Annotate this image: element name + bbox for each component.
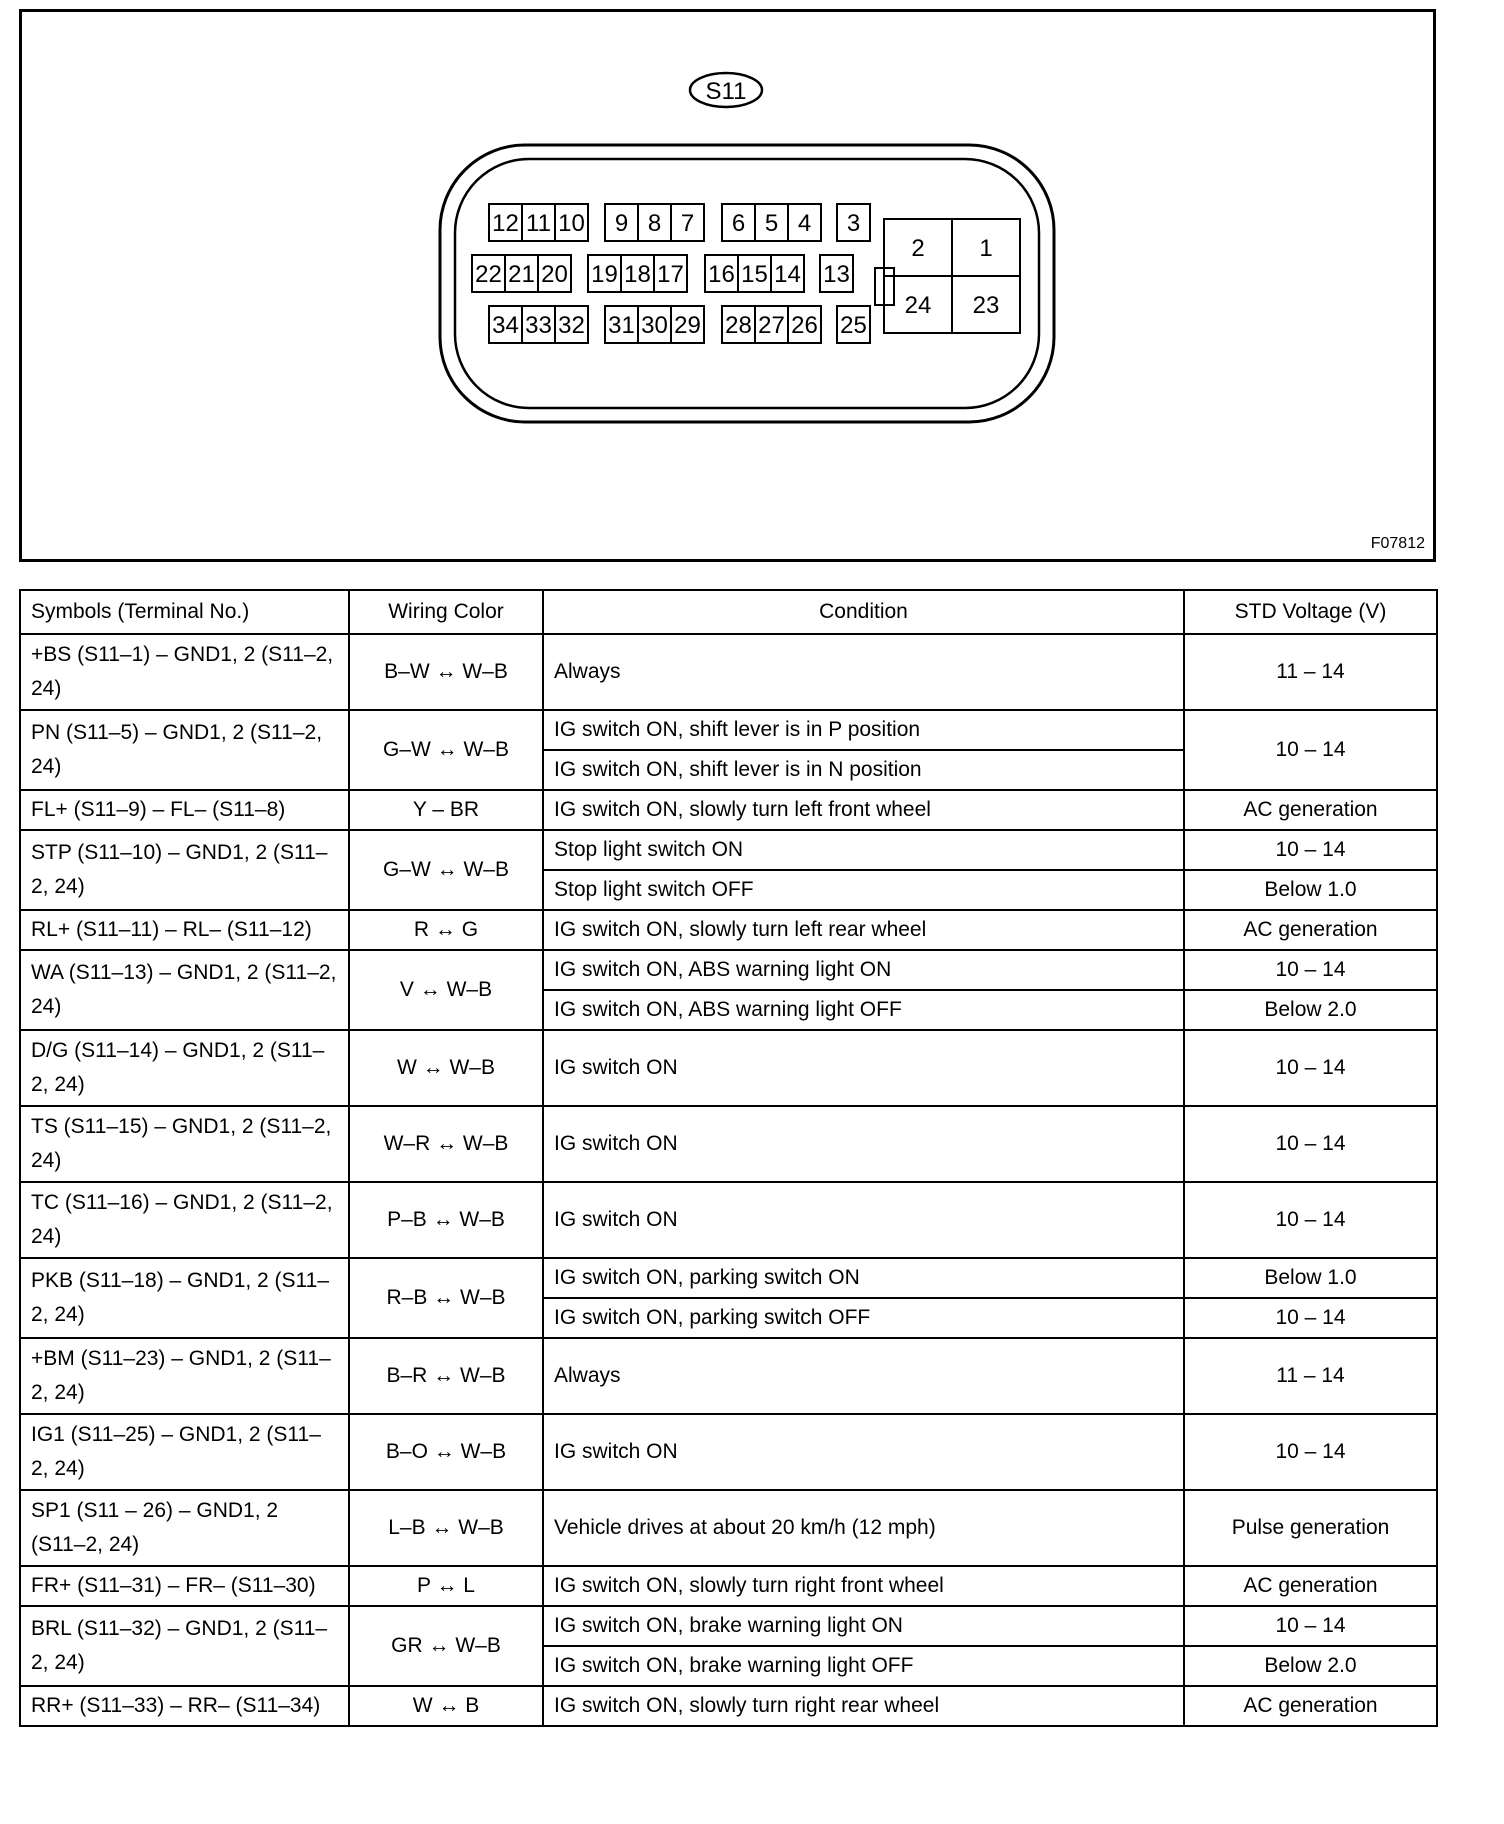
table-row [20,1606,1437,1646]
table-row [20,1182,1437,1258]
pin-number: 25 [840,312,867,340]
pin-number: 5 [764,210,779,238]
table-row [20,1566,1437,1606]
pin-number: 33 [525,312,552,340]
pin-number: 7 [680,210,695,238]
pin-number: 16 [708,261,735,289]
pin-number: 15 [741,261,768,289]
pin-number: 4 [797,210,812,238]
symbol-cell: +BM (S11–23) – GND1, 2 (S11–2, 24) [20,1338,349,1414]
wiring-color-cell: G–W ↔ W–B [349,710,543,790]
voltage-cell: 11 – 14 [1184,634,1437,710]
pin-number: 1 [979,235,993,263]
header-std-voltage: STD Voltage (V) [1184,590,1437,634]
condition-cell: Stop light switch OFF [543,870,1184,910]
pin-number: 34 [492,312,519,340]
wiring-color-cell: W–R ↔ W–B [349,1106,543,1182]
table-header-row [20,590,1437,634]
voltage-cell: Pulse generation [1184,1490,1437,1566]
symbol-cell: D/G (S11–14) – GND1, 2 (S11–2, 24) [20,1030,349,1106]
pin-number: 24 [904,292,932,320]
pin-number: 28 [725,312,752,340]
wiring-color-cell: G–W ↔ W–B [349,830,543,910]
pin-number: 29 [674,312,701,340]
wiring-color-cell: P ↔ L [349,1566,543,1606]
condition-cell: IG switch ON, shift lever is in N position [543,750,1184,790]
figure-code: F07812 [1370,535,1425,552]
symbol-cell: TS (S11–15) – GND1, 2 (S11–2, 24) [20,1106,349,1182]
pin-number: 32 [558,312,585,340]
condition-cell: IG switch ON, slowly turn right rear wheel [543,1686,1184,1726]
voltage-cell: AC generation [1184,790,1437,830]
pin-number: 12 [492,210,519,238]
voltage-cell: Below 2.0 [1184,1646,1437,1686]
table-row [20,830,1437,870]
symbol-cell: BRL (S11–32) – GND1, 2 (S11–2, 24) [20,1606,349,1686]
condition-cell: IG switch ON, slowly turn left rear wheel [543,910,1184,950]
wiring-color-cell: L–B ↔ W–B [349,1490,543,1566]
condition-cell: IG switch ON [543,1414,1184,1490]
pin-number: 18 [624,261,651,289]
connector-id-label [690,73,762,107]
voltage-cell: Below 1.0 [1184,870,1437,910]
symbol-cell: FL+ (S11–9) – FL– (S11–8) [20,790,349,830]
connector-diagram [19,9,1436,562]
pin-number: 26 [791,312,818,340]
voltage-cell: 10 – 14 [1184,710,1437,790]
condition-cell: IG switch ON [543,1030,1184,1106]
condition-cell: IG switch ON, brake warning light OFF [543,1646,1184,1686]
symbol-cell: +BS (S11–1) – GND1, 2 (S11–2, 24) [20,634,349,710]
symbol-cell: STP (S11–10) – GND1, 2 (S11–2, 24) [20,830,349,910]
wiring-color-cell: GR ↔ W–B [349,1606,543,1686]
pin-number: 8 [647,210,662,238]
pin-number: 9 [614,210,629,238]
condition-cell: Stop light switch ON [543,830,1184,870]
voltage-cell: 10 – 14 [1184,1030,1437,1106]
pin-number: 14 [774,261,801,289]
symbol-cell: WA (S11–13) – GND1, 2 (S11–2, 24) [20,950,349,1030]
symbol-cell: FR+ (S11–31) – FR– (S11–30) [20,1566,349,1606]
voltage-cell: AC generation [1184,1686,1437,1726]
pin-number: 10 [558,210,585,238]
pin-number: 17 [657,261,684,289]
wiring-color-cell: W ↔ W–B [349,1030,543,1106]
wiring-color-cell: V ↔ W–B [349,950,543,1030]
condition-cell: IG switch ON, parking switch OFF [543,1298,1184,1338]
pin-number: 19 [591,261,618,289]
wiring-color-cell: B–R ↔ W–B [349,1338,543,1414]
condition-cell: IG switch ON, ABS warning light ON [543,950,1184,990]
voltage-cell: AC generation [1184,1566,1437,1606]
table-row [20,1338,1437,1414]
header-symbols: Symbols (Terminal No.) [20,590,349,634]
table-row [20,1258,1437,1298]
table-row [20,1106,1437,1182]
condition-cell: IG switch ON, parking switch ON [543,1258,1184,1298]
wiring-color-cell: W ↔ B [349,1686,543,1726]
connector-id-text: S11 [705,78,747,105]
table-row [20,910,1437,950]
voltage-cell: 10 – 14 [1184,1606,1437,1646]
voltage-cell: 10 – 14 [1184,830,1437,870]
wiring-color-cell: R–B ↔ W–B [349,1258,543,1338]
symbol-cell: PKB (S11–18) – GND1, 2 (S11–2, 24) [20,1258,349,1338]
connector-face [22,12,1433,559]
voltage-cell: 11 – 14 [1184,1338,1437,1414]
pin-number: 3 [846,210,861,238]
voltage-cell: 10 – 14 [1184,1106,1437,1182]
voltage-cell: 10 – 14 [1184,1182,1437,1258]
table-row [20,1414,1437,1490]
voltage-cell: 10 – 14 [1184,1298,1437,1338]
condition-cell: IG switch ON, slowly turn right front wheel [543,1566,1184,1606]
voltage-cell: Below 2.0 [1184,990,1437,1030]
symbol-cell: SP1 (S11 – 26) – GND1, 2 (S11–2, 24) [20,1490,349,1566]
voltage-cell: 10 – 14 [1184,1414,1437,1490]
table-row [20,1030,1437,1106]
condition-cell: IG switch ON, ABS warning light OFF [543,990,1184,1030]
table-row [20,790,1437,830]
table-row [20,710,1437,750]
pin-number: 30 [641,312,668,340]
symbol-cell: TC (S11–16) – GND1, 2 (S11–2, 24) [20,1182,349,1258]
voltage-cell: AC generation [1184,910,1437,950]
condition-cell: IG switch ON, shift lever is in P position [543,710,1184,750]
condition-cell: IG switch ON, brake warning light ON [543,1606,1184,1646]
terminal-spec-table [19,589,1438,1727]
voltage-cell: 10 – 14 [1184,950,1437,990]
wiring-color-cell: P–B ↔ W–B [349,1182,543,1258]
condition-cell: IG switch ON [543,1182,1184,1258]
pin-number: 20 [541,261,568,289]
wiring-color-cell: Y – BR [349,790,543,830]
voltage-cell: Below 1.0 [1184,1258,1437,1298]
pin-number: 27 [758,312,785,340]
condition-cell: Always [543,1338,1184,1414]
pin-number: 2 [911,235,925,263]
pin-number: 31 [608,312,635,340]
pin-number: 23 [972,292,1000,320]
pin-number: 6 [731,210,746,238]
symbol-cell: RL+ (S11–11) – RL– (S11–12) [20,910,349,950]
table-row [20,1490,1437,1566]
pin-number: 21 [508,261,535,289]
symbol-cell: RR+ (S11–33) – RR– (S11–34) [20,1686,349,1726]
condition-cell: IG switch ON, slowly turn left front wheel [543,790,1184,830]
wiring-color-cell: B–W ↔ W–B [349,634,543,710]
condition-cell: Always [543,634,1184,710]
header-wiring-color: Wiring Color [349,590,543,634]
wiring-color-cell: R ↔ G [349,910,543,950]
table-row [20,950,1437,990]
pin-number: 22 [475,261,502,289]
condition-cell: Vehicle drives at about 20 km/h (12 mph) [543,1490,1184,1566]
pin-number: 11 [526,210,551,238]
condition-cell: IG switch ON [543,1106,1184,1182]
table-row [20,634,1437,710]
table-row [20,1686,1437,1726]
header-condition: Condition [543,590,1184,634]
pin-number: 13 [823,261,850,289]
wiring-color-cell: B–O ↔ W–B [349,1414,543,1490]
symbol-cell: IG1 (S11–25) – GND1, 2 (S11–2, 24) [20,1414,349,1490]
symbol-cell: PN (S11–5) – GND1, 2 (S11–2, 24) [20,710,349,790]
